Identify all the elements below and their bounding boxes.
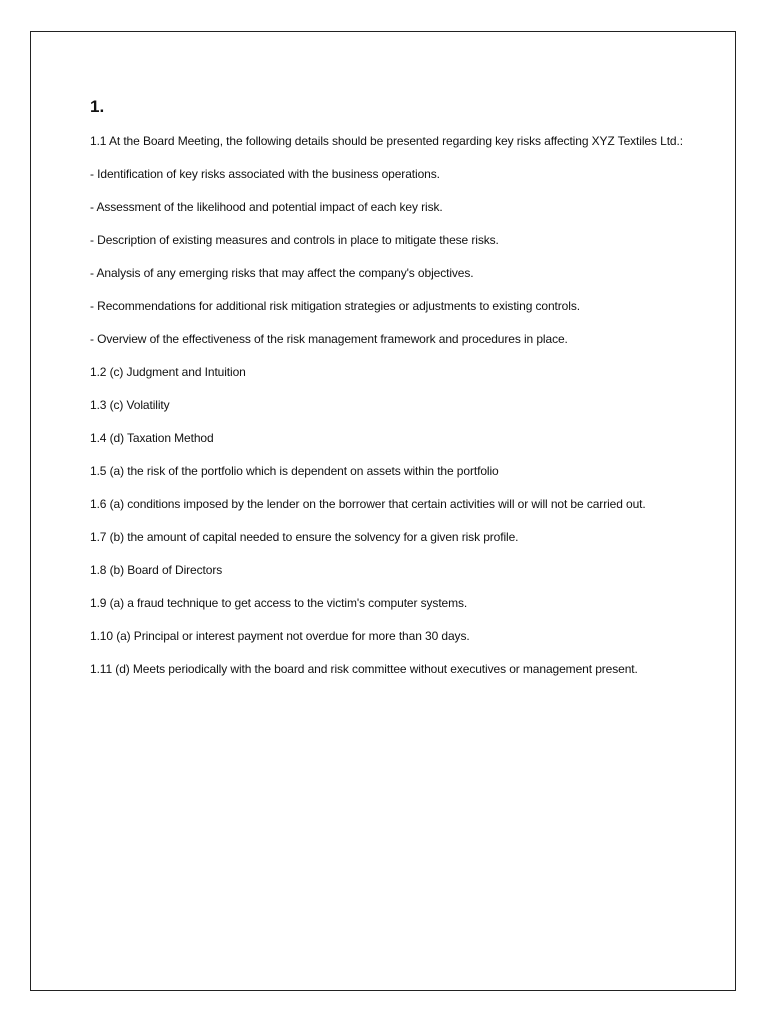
answer-1-10: 1.10 (a) Principal or interest payment not overdue for more than 30 days.: [90, 629, 470, 643]
answer-1-9: 1.9 (a) a fraud technique to get access to the victim's computer systems.: [90, 596, 468, 610]
section-heading: 1.: [90, 97, 105, 116]
document-page: [30, 31, 736, 991]
bullet-overview: - Overview of the effectiveness of the risk management framework and procedures in place.: [90, 332, 568, 346]
paragraph-1-1: 1.1 At the Board Meeting, the following details should be presented regarding key risks affecting XYZ Textiles Ltd.:: [90, 134, 683, 148]
answer-1-8: 1.8 (b) Board of Directors: [90, 563, 223, 577]
answer-1-2: 1.2 (c) Judgment and Intuition: [90, 365, 246, 379]
answer-1-7: 1.7 (b) the amount of capital needed to ensure the solvency for a given risk profile.: [90, 530, 519, 544]
bullet-recommendations: - Recommendations for additional risk mitigation strategies or adjustments to existing controls.: [90, 299, 580, 313]
document-body: [90, 96, 690, 693]
answer-1-4: 1.4 (d) Taxation Method: [90, 431, 214, 445]
bullet-analysis: - Analysis of any emerging risks that may affect the company's objectives.: [90, 266, 474, 280]
answer-1-6: 1.6 (a) conditions imposed by the lender on the borrower that certain activities will or will not be carried out.: [90, 497, 646, 511]
bullet-identification: - Identification of key risks associated with the business operations.: [90, 167, 440, 181]
answer-1-3: 1.3 (c) Volatility: [90, 398, 170, 412]
bullet-assessment: - Assessment of the likelihood and potential impact of each key risk.: [90, 200, 443, 214]
answer-1-11: 1.11 (d) Meets periodically with the board and risk committee without executives or management present.: [90, 662, 638, 676]
bullet-description: - Description of existing measures and controls in place to mitigate these risks.: [90, 233, 499, 247]
answer-1-5: 1.5 (a) the risk of the portfolio which is dependent on assets within the portfolio: [90, 464, 499, 478]
